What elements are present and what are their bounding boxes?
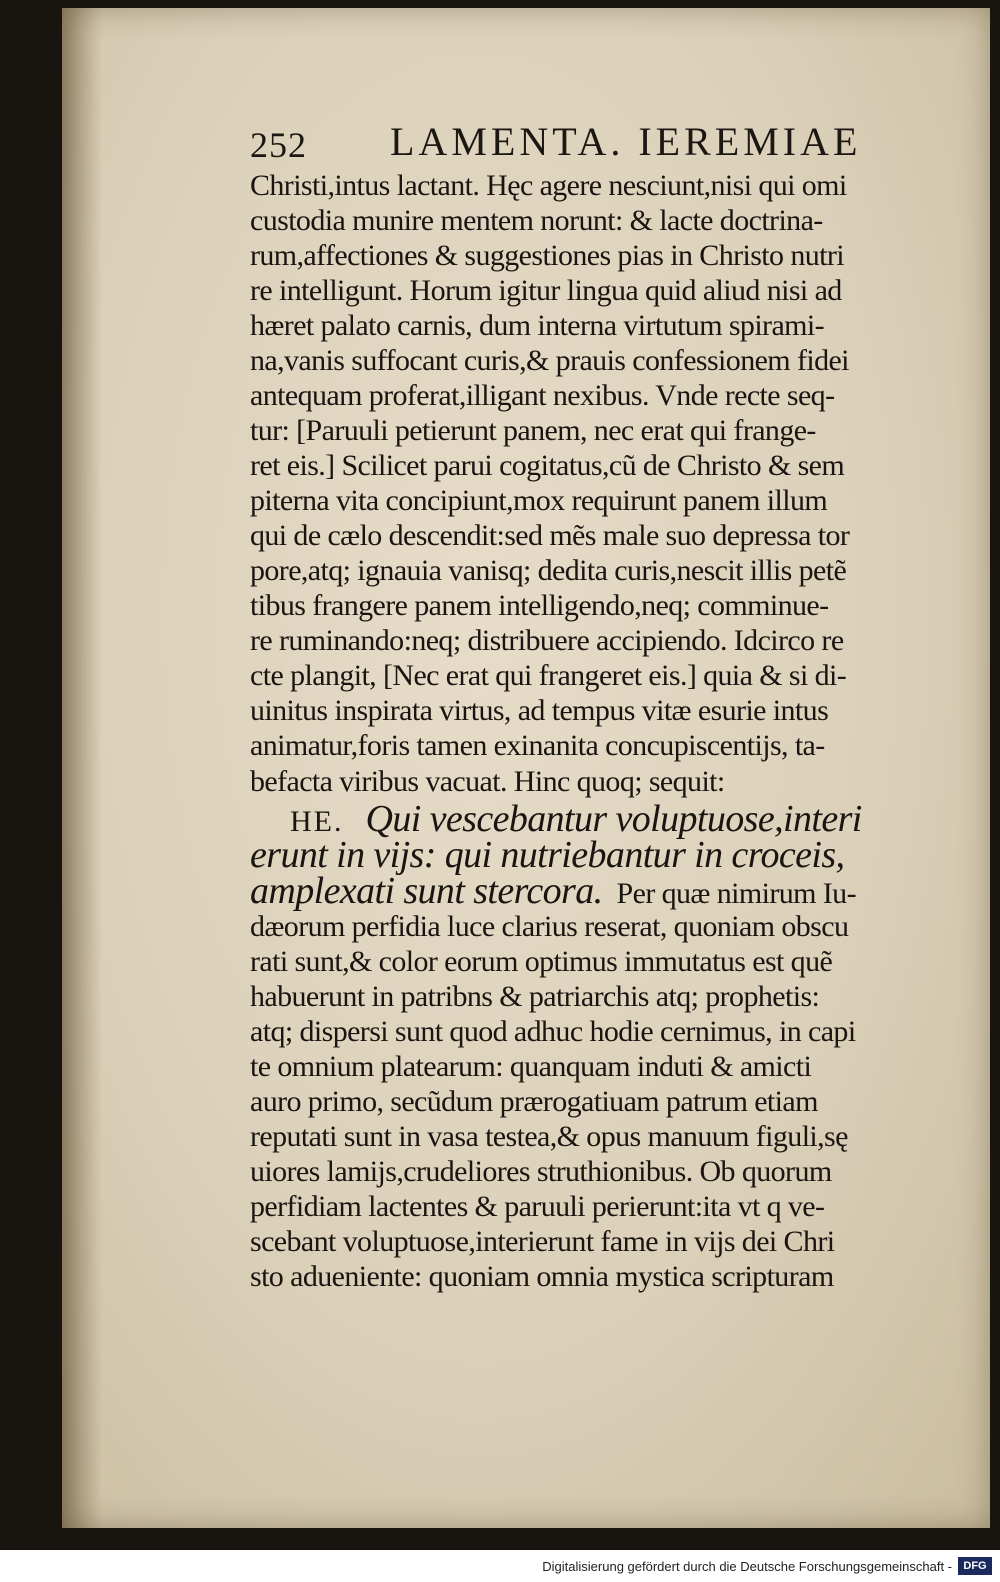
body-text xyxy=(250,168,950,1294)
verse-heading-text: Qui vescebantur voluptuose,interi xyxy=(365,798,862,840)
text-line: qui de cælo descendit:sed mẽs male suo depressa tor xyxy=(250,519,850,552)
text-line: re intelligunt. Horum igitur lingua quid aliud nisi ad xyxy=(250,274,842,307)
text-line: uinitus inspirata virtus, ad tempus vitæ esurie intus xyxy=(250,694,829,727)
dfg-logo: DFG xyxy=(958,1557,992,1575)
text-line: rum,affectiones & suggestiones pias in Christo nutri xyxy=(250,239,844,272)
text-line: re ruminando:neq; distribuere accipiendo. Idcirco re xyxy=(250,624,844,657)
verse-heading-line xyxy=(250,798,950,840)
text-line: rati sunt,& color eorum optimus immutatus est quẽ xyxy=(250,945,833,978)
verse-heading-text: amplexati sunt stercora. xyxy=(250,870,603,912)
text-line: Christi,intus lactant. Hęc agere nesciunt,nisi qui omi xyxy=(250,169,847,202)
page-gutter-shadow xyxy=(62,8,102,1528)
running-head: LAMENTA. IEREMIAE xyxy=(390,119,862,164)
text-line: ret eis.] Scilicet parui cogitatus,cũ de Christo & sem xyxy=(250,449,845,482)
text-line: pore,atq; ignauia vanisq; dedita curis,nescit illis petẽ xyxy=(250,554,847,587)
text-line: reputati sunt in vasa testea,& opus manuum figuli,sę xyxy=(250,1120,848,1153)
text-line: dæorum perfidia luce clarius reserat, quoniam obscu xyxy=(250,910,849,943)
verse-heading-line xyxy=(250,870,950,912)
text-line: na,vanis suffocant curis,& prauis confessionem fidei xyxy=(250,344,849,377)
text-line: scebant voluptuose,interierunt fame in vijs dei Chri xyxy=(250,1225,835,1258)
text-line: habuerunt in patribns & patriarchis atq; prophetis: xyxy=(250,980,820,1013)
text-line: perfidiam lactentes & paruuli perierunt:ita vt q ve- xyxy=(250,1190,825,1223)
commentary-continuation: Per quæ nimirum Iu- xyxy=(616,877,856,910)
text-line: tibus frangere panem intelligendo,neq; comminue- xyxy=(250,589,829,622)
text-line: auro primo, secũdum prærogatiuam patrum etiam xyxy=(250,1085,818,1118)
text-line: sto adueniente: quoniam omnia mystica scripturam xyxy=(250,1260,834,1293)
text-line: custodia munire mentem norunt: & lacte doctrina- xyxy=(250,204,823,237)
text-line: befacta viribus vacuat. Hinc quoq; sequit: xyxy=(250,765,725,798)
page-number: 252 xyxy=(250,125,307,165)
verse-letter-tag: HE. xyxy=(290,805,344,838)
text-line: tur: [Paruuli petierunt panem, nec erat qui frange- xyxy=(250,414,816,447)
text-line: hæret palato carnis, dum interna virtutum spirami- xyxy=(250,309,825,342)
text-line: antequam proferat,illigant nexibus. Vnde recte seq- xyxy=(250,379,835,412)
funding-credit: Digitalisierung gefördert durch die Deutsche Forschungsgemeinschaft - xyxy=(542,1559,952,1574)
text-line: te omnium platearum: quanquam induti & amicti xyxy=(250,1050,812,1083)
text-line: animatur,foris tamen exinanita concupiscentijs, ta- xyxy=(250,729,825,762)
text-line: piterna vita concipiunt,mox requirunt panem illum xyxy=(250,484,828,517)
text-line: uiores lamijs,crudeliores struthionibus. Ob quorum xyxy=(250,1155,832,1188)
text-line: atq; dispersi sunt quod adhuc hodie cernimus, in capi xyxy=(250,1015,856,1048)
page-header xyxy=(250,118,890,168)
verse-heading-line: erunt in vijs: qui nutriebantur in croceis, xyxy=(250,834,845,876)
text-line: cte plangit, [Nec erat qui frangeret eis.] quia & si di- xyxy=(250,659,847,692)
digitization-footer xyxy=(0,1550,1000,1582)
